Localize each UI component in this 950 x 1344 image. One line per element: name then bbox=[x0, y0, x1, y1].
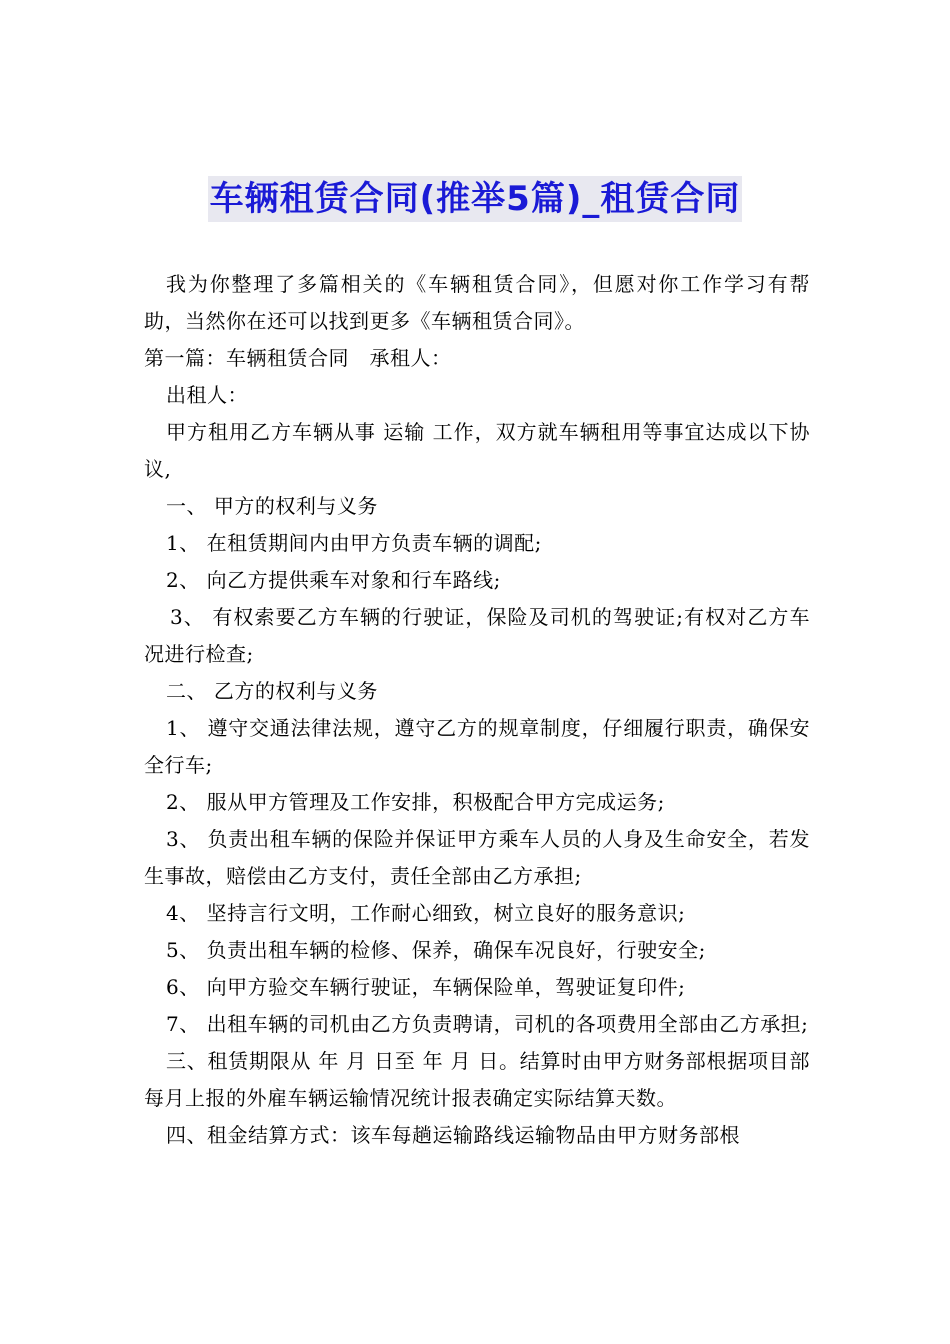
paragraph-party-b-item-2: 2、 服从甲方管理及工作安排，积极配合甲方完成运务; bbox=[166, 790, 665, 814]
paragraph-lease-term: 三、租赁期限从 年 月 日至 年 月 日。结算时由甲方财务部根据项目部每月上报的外雇车辆运输情况统计报表确定实际结算天数。 bbox=[144, 1049, 810, 1110]
paragraph-party-a-heading: 一、 甲方的权利与义务 bbox=[166, 494, 378, 518]
paragraph-party-a-item-2: 2、 向乙方提供乘车对象和行车路线; bbox=[166, 568, 501, 592]
paragraph-agreement: 甲方租用乙方车辆从事 运输 工作，双方就车辆租用等事宜达成以下协议, bbox=[144, 420, 810, 481]
paragraph-party-b-heading: 二、 乙方的权利与义务 bbox=[166, 679, 378, 703]
paragraph-party-b-item-7: 7、 出租车辆的司机由乙方负责聘请，司机的各项费用全部由乙方承担; bbox=[166, 1012, 809, 1036]
paragraph-party-b-item-1: 1、 遵守交通法律法规，遵守乙方的规章制度，仔细履行职责，确保安全行车; bbox=[144, 716, 810, 777]
paragraph-party-a-item-1: 1、 在租赁期间内由甲方负责车辆的调配; bbox=[166, 531, 542, 555]
paragraph-intro: 我为你整理了多篇相关的《车辆租赁合同》，但愿对你工作学习有帮助，当然你在还可以找到更多《车辆租赁合同》。 bbox=[144, 272, 810, 333]
title-container bbox=[0, 176, 950, 222]
paragraph-lessor: 出租人： bbox=[166, 383, 248, 407]
paragraph-party-b-item-4: 4、 坚持言行文明，工作耐心细致，树立良好的服务意识; bbox=[166, 901, 686, 925]
paragraph-party-a-item-3: 3、 有权索要乙方车辆的行驶证，保险及司机的驾驶证;有权对乙方车况进行检查; bbox=[144, 605, 810, 666]
document-title: 车辆租赁合同(推举5篇)_租赁合同 bbox=[208, 176, 743, 222]
paragraph-section-heading: 第一篇：车辆租赁合同 承租人： bbox=[144, 346, 452, 370]
paragraph-party-b-item-5: 5、 负责出租车辆的检修、保养，确保车况良好，行驶安全; bbox=[166, 938, 706, 962]
paragraph-party-b-item-6: 6、 向甲方验交车辆行驶证，车辆保险单，驾驶证复印件; bbox=[166, 975, 686, 999]
document-body bbox=[144, 266, 810, 1154]
paragraph-rent-settlement: 四、租金结算方式：该车每趟运输路线运输物品由甲方财务部根 bbox=[166, 1123, 740, 1147]
paragraph-party-b-item-3: 3、 负责出租车辆的保险并保证甲方乘车人员的人身及生命安全，若发生事故，赔偿由乙方支付，责任全部由乙方承担; bbox=[144, 827, 810, 888]
